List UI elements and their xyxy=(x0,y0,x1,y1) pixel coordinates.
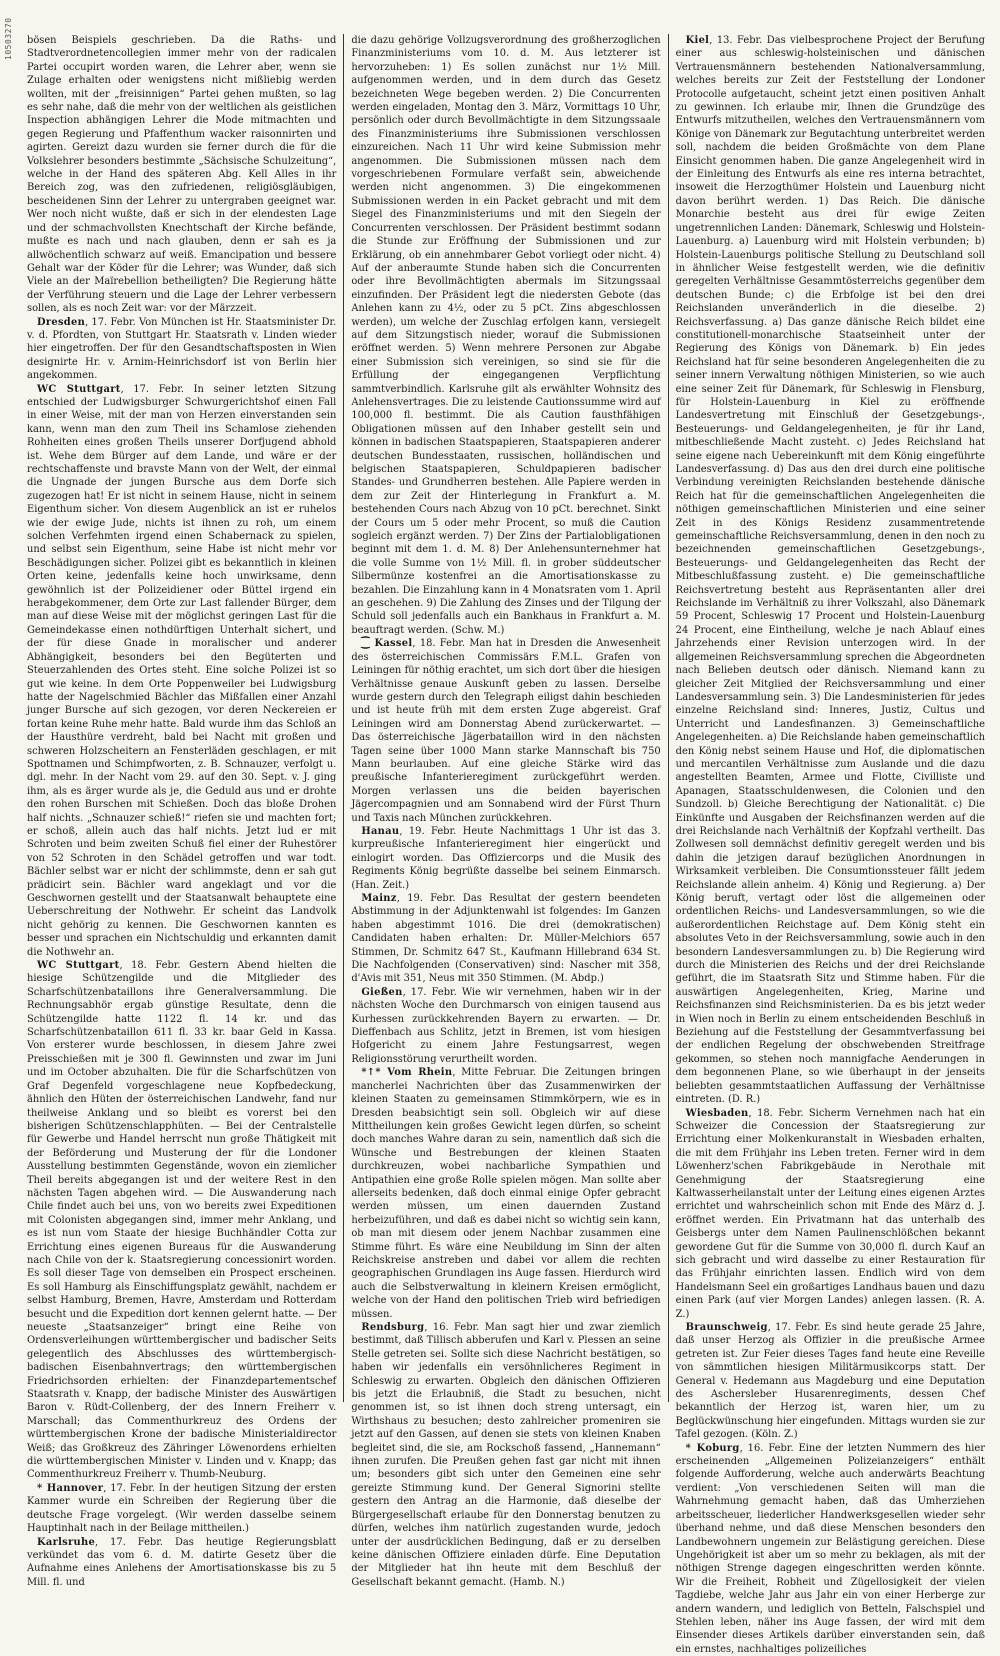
article-text: , Mitte Februar. Die Zeitungen bringen mancherlei Nachrichten über das Zusammenwirken der kleinen Staaten zu gemeinsamen Stimmkörpern, wie es in Dresden beabsichtigt sein soll. Obgleich wir auf diese Mittheilungen kein großes Gewicht legen dürfen, so scheint doch manches Wahre daran zu sein, namentlich daß sich die Wünsche und Bestrebungen der kleinen Staaten durchkreuzen, wobei nachbarliche Sympathien und Antipathien eine große Rolle spielen mögen. Man sollte aber allerseits bedenken, daß doch einmal einige Opfer gebracht werden müssen, um einen dauernden Zustand herbeizuführen, und daß es dabei nicht so wichtig sein kann, ob man mit diesem oder jenem Nachbar zusammen eine Stimme führt. Es wäre eine Neubildung im Sinn der alten Reichskreise anstreben und dabei vor allem die rechten geographischen Grundlagen ins Auge fassen. Hierdurch wird auch die Selbstverwaltung in kleinern Kreisen ermöglicht, welche von der Hand den politischen Trieb wird befriedigen müssen. xyxy=(351,1067,661,1320)
article-paragraph xyxy=(351,1066,660,1321)
article-text: , 18. Febr. Gestern Abend hielten die hiesige Schützengilde und die Mitglieder des Scharfschützenbataillons ihre Generalversammlung. Die Rechnungsabhör ergab günstige Resultate, denn die Schützengilde hatte 1122 fl. 14 kr. und das Scharfschützenbataillon 611 fl. 33 kr. baar Geld in Kassa. Von ersterer wurde beschlossen, in diesem Jahre zwei Preisschießen mit je 300 fl. Gewinnsten und zwar im Juni und im October abzuhalten. Die für die Scharfschützen von Graf Degenfeld vorgeschlagene neue Kopfbedeckung, ähnlich den Hüten der österreichischen Landwehr, fand nur theilweise Anklang und so bleibt es vorerst bei den bisherigen Schützenschlapphüten. — Bei der Centralstelle für Gewerbe und Handel herrscht nun große Thätigkeit mit der Beförderung und Musterung der für die Londoner Ausstellung bestimmten Gegenstände, wovon ein ziemlicher Theil bereits abgegangen ist und der weitere Rest in den nächsten Tagen abgehen wird. — Die Auswanderung nach Chile findet auch bei uns, von wo bereits zwei Expeditionen mit Colonisten abgegangen sind, immer mehr Anklang, und es ist nun vom Staate der hiesige Buchhändler Cotta zur Errichtung eines eigenen Bureaus für die Auswanderung nach Chile von der k. Staatsregierung concessionirt worden. Es soll dieser Tage von demselben ein Prospect erscheinen. Es soll Hamburg als Einschiffungsplatz gewählt, nachdem er selbst Hamburg, Bremen, Havre, Amsterdam und Rotterdam besucht und die Expedition dort kennen gelernt hatte. — Der neueste „Staatsanzeiger“ bringt eine Reihe von Ordensverleihungen württembergischer und badischer Seits gelegentlich des Abschlusses des württembergisch-badischen Eisenbahnvertrags; den württembergischen Friedrichsorden erhielten: der Finanzdepartementschef Staatsrath v. Knapp, der badische Minister des Auswärtigen Baron v. Rüdt-Collenberg, der des Innern Freiherr v. Marschall; das Commenthurkreuz des Ordens der württembergischen Krone der badische Ministerialdirector Weiß; das Großkreuz des Zähringer Löwenordens erhielten die württembergischen Minister v. Linden und v. Knapp; das Commenthurkreuz Freiherr v. Thumb-Neuburg. xyxy=(27,960,337,1481)
article-text: die dazu gehörige Vollzugsverordnung des großherzoglichen Finanzministeriums vom 10. d. M. Aus letzterer ist hervorzuheben: 1) Es sollen zunächst nur 1½ Mill. aufgenommen werden, und in dem durch das Gesetz bezeichneten Wege begeben werden. 2) Die Concurrenten werden eingeladen, Montag den 3. März, Vormittags 10 Uhr, persönlich oder durch Bevollmächtigte in dem Sitzungssaale des Finanzministeriums ihre Submissionen verschlossen einzureichen. Nach 11 Uhr wird keine Submission mehr angenommen. Die Submissionen müssen nach dem vorgeschriebenen Formulare verfaßt sein, abweichende werden nicht angenommen. 3) Die eingekommenen Submissionen werden in ein Packet gebracht und mit dem Siegel des Finanzministeriums und mit den Siegeln der Concurrenten verschlossen. Der Präsident bestimmt sodann die Stunde zur Eröffnung der Submissionen und zur Erklärung, ob ein annehmbarer Gebot vorliegt oder nicht. 4) Auf der anberaumte Stunde haben sich die Concurrenten oder ihre Bevollmächtigten abermals im Sitzungssaal einzufinden. Der Präsident legt die niedersten Gebote (das Anlehen kann zu 4½, oder zu 5 pCt. Zins abgeschlossen werden), um welche der Zuschlag erfolgen kann, versiegelt auf dem Sitzungstisch nieder, worauf die Submissionen eröffnet werden. 5) Wenn mehrere Personen zur Abgabe einer Submission sich vereinigen, so sind sie für die Erfüllung der eingegangenen Verpflichtung sammtverbindlich. Karlsruhe gilt als erwählter Wohnsitz des Anlehensvertrages. Die zu leistende Cautionssumme wird auf 100,000 fl. bestimmt. Die als Caution fausthfähigen Obligationen müssen auf den Inhaber gestellt sein und können in badischen Staatspapieren, Staatspapieren anderer deutschen Bundesstaaten, russischen, holländischen und belgischen Staatspapieren, Schuldpapieren badischer Standes- und Grundherren bestehen. Alle Papiere werden in dem zur Zeit der Hinterlegung in Frankfurt a. M. bestehenden Cours nach Abzug von 10 pCt. berechnet. Sinkt der Cours um 5 oder mehr Procent, so muß die Caution sogleich ergänzt werden. 7) Der Zins der Partialobligationen beginnt mit dem 1. d. M. 8) Der Anlehensunternehmer hat die volle Summe von 1½ Mill. fl. in grober süddeutscher Silbermünze kostenfrei an die Amortisationskasse zu bezahlen. Die Einzahlung kann in 4 Monatsraten vom 1. April an geschehen. 9) Die Zahlung des Zinses und der Tilgung der Schuld soll jedenfalls auch ein Bankhaus in Frankfurt a. M. beauftragt werden. (Schw. M.) xyxy=(351,35,661,636)
column-middle xyxy=(343,34,667,1588)
article-paragraph xyxy=(351,986,660,1066)
article-dateline: Hanau xyxy=(361,825,400,837)
article-paragraph xyxy=(27,383,336,959)
article-text: , 19. Febr. Das Resultat der gestern beendeten Abstimmung in der Adjunktenwahl ist folgendes: Im Ganzen haben abgestimmt 1016. Die drei (demokratischen) Candidaten haben erhalten: Dr. Müller-Melchiors 657 Stimmen, Dr. Schmitz 647 St., Kaufmann Hillebrand 634 St. Die Nachfolgenden (Conservativen) sind: Nascher mit 358, d'Avis mit 351, Neus mit 350 Stimmen. (M. Abdp.) xyxy=(351,893,661,985)
article-text: , 17. Febr. Das heutige Regierungsblatt verkündet das vom 6. d. M. datirte Gesetz über die Aufnahme eines Anlehens der Amortisationskasse bis zu 5 Mill. fl. und xyxy=(27,1536,337,1588)
article-paragraph xyxy=(676,1442,985,1656)
article-text: , 17. Febr. In der heutigen Sitzung der ersten Kammer wurde ein Schreiben der Regierung über die deutsche Frage vorgelegt. (Wir werden dasselbe seinem Hauptinhalt nach in der Beilage mittheilen.) xyxy=(27,1482,337,1535)
article-dateline: WC Stuttgart xyxy=(37,383,121,395)
article-dateline: *↑* Vom Rhein xyxy=(361,1067,453,1079)
article-paragraph xyxy=(351,892,660,986)
article-paragraph xyxy=(351,34,660,637)
article-dateline: Kiel xyxy=(685,35,710,46)
article-paragraph xyxy=(27,34,336,316)
article-text: , 17. Febr. Von München ist Hr. Staatsminister Dr. v. d. Pfordten, von Stuttgart Hr. Staatsrath v. Linden wieder hier eingetroffen. Der für den Gesandtschaftsposten in Wien designirte Hr. v. Arnim-Heinrichsdorf ist von Berlin hier angekommen. xyxy=(27,316,337,382)
article-paragraph xyxy=(27,316,336,383)
article-paragraph xyxy=(351,825,660,892)
article-text: bösen Beispiels geschrieben. Da die Raths- und Stadtverordnetencollegien immer mehr von der radicalen Partei occupirt worden waren, die Lehrer aber, wenn sie Zulage erhalten oder wenigstens nicht mißliebig werden wollten, mit der „freisinnigen“ Partei gehen mußten, so lag es sehr nahe, daß die mehr von der weltlichen als geistlichen Inspection abhängigen Lehrer die Mode mitmachten und gegen Regierung und Pfaffenthum wacker raisonnirten und agirten. Gereizt dazu wurden sie ferner durch die für die Volkslehrer besonders bestimmte „Sächsische Schulzeitung“, welche in der Hand des späteren Abg. Kell Alles in ihr Bereich zog, was den zufriedenen, religiösgläubigen, bescheidenen Sinn der Lehrer zu untergraben geeignet war. Wer noch nicht wußte, daß er sich in der elendesten Lage und der schmachvollsten Knechtschaft der Kirche befände, mußte es nach und nach glauben, denn er sah es ja allwöchentlich schwarz auf weiß. Emancipation und bessere Gehalt war der Köder für die Lehrer; was Wunder, daß sich Viele an der Maïrebellion betheiligten? Die Regierung hätte der Verführung steuern und die Lage der Lehrer verbessern sollen, als es noch Zeit war: vor der Märzzeit. xyxy=(27,35,337,315)
article-text: , 16. Febr. Man sagt hier und zwar ziemlich bestimmt, daß Tillisch abberufen und Karl v. Plessen an seine Stelle getreten sei. Sollte sich diese Nachricht bestätigen, so haben wir jedenfalls ein versöhnlicheres Regiment in Schleswig zu erwarten. Obgleich den dänischen Offizieren bis jetzt die Erlaubniß, die Stadt zu besuchen, nicht genommen ist, so ist ihnen doch streng untersagt, ein Wirthshaus zu besuchen; desto zahlreicher promeniren sie jetzt auf den Gassen, auf denen sie stets von kleinen Knaben begleitet sind, die sie, am Rockschoß fassend, „Hannemann“ ihnen zurufen. Die Preußen gehen fast gar nicht mit ihnen um; besonders gibt sich unter den Gemeinen eine sehr gereizte Stimmung kund. Der General Signorini stellte gestern den Antrag an die Harmonie, daß dieselbe der Bürgergesellschaft erlaube für den Donnerstag benutzen zu dürfen, welches ihm natürlich zugestanden wurde, jedoch unter der ausdrücklichen Bedingung, daß er zu derselben keine dänischen Offiziere einladen dürfe. Eine Deputation der Mitglieder hat ihn heute mit dem Beschluß der Gesellschaft bekannt gemacht. (Hamb. N.) xyxy=(351,1322,661,1588)
newspaper-columns xyxy=(20,34,992,1655)
article-dateline: Gießen xyxy=(361,986,403,998)
article-dateline: Mainz xyxy=(361,893,397,904)
article-paragraph xyxy=(676,1321,985,1442)
article-dateline: ⁐ Kassel xyxy=(361,638,413,650)
article-dateline: Braunschweig xyxy=(685,1322,768,1333)
article-dateline: Rendsburg xyxy=(361,1322,425,1333)
article-paragraph xyxy=(27,1536,336,1590)
page-id: 10503270 xyxy=(4,17,13,60)
article-dateline: WC Stuttgart xyxy=(37,960,120,972)
article-text: , 18. Febr. Sicherm Vernehmen nach hat ein Schweizer die Concession der Staatsregierung zur Errichtung einer Molkenkuranstalt in Wiesbaden erhalten, die mit dem Frühjahr ins Leben treten. Ferner wird in dem Löwenherz'schen Fabrikgebäude in Nerothale mit Genehmigung der Staatsregierung eine Kaltwasserheilanstalt unter der Leitung eines eigenen Arztes errichtet und wahrscheinlich schon mit Ende des März d. J. eröffnet werden. Ein Privatmann hat das unterhalb des Geisbergs unter dem Namen Paulinenschlößchen bekannt gewordene Gut für die Summe von 30,000 fl. durch Kauf an sich gebracht und wird dasselbe zu einer Restauration für das Frühjahr einrichten lassen. Endlich wird von dem Handelsmann Seel ein großartiges Landhaus bauen und dazu einen Park (auf vier Morgen Landes) anlegen lassen. (R. A. Z.) xyxy=(675,1107,985,1320)
article-dateline: Wiesbaden xyxy=(685,1107,749,1119)
article-paragraph xyxy=(27,959,336,1482)
column-right xyxy=(668,34,992,1655)
article-dateline: Karlsruhe xyxy=(37,1536,96,1548)
article-dateline: Dresden xyxy=(37,316,86,328)
article-dateline: * Hannover xyxy=(37,1482,104,1494)
article-text: , 19. Febr. Heute Nachmittags 1 Uhr ist das 3. kurpreußische Infanterieregiment hier eingerückt und einlogirt worden. Das Offiziercorps und die Musik des Regiments König begrüßte dasselbe bei seinem Einmarsch. (Han. Zeit.) xyxy=(351,825,661,891)
article-paragraph xyxy=(676,1107,985,1322)
article-paragraph xyxy=(676,34,985,1107)
article-dateline: * Koburg xyxy=(685,1442,740,1454)
column-left xyxy=(20,34,343,1588)
article-text: , 17. Febr. In seiner letzten Sitzung entschied der Ludwigsburger Schwurgerichtshof einen Fall in einer Weise, mit der man von Herzen einverstanden sein kann, wenn man den zum Theil ins Schamlose ziehenden Rohheiten eines großen Theils unserer Dorfjugend abhold ist. Wehe dem Bürger auf dem Lande, und wäre er der rechtschaffenste und bravste Mann von der Welt, der einmal die Ungnade der jungen Bursche aus dem Dorfe sich zugezogen hat! Er ist nicht in seinem Hause, nicht in seinem Eigenthum sicher. Von diesem Augenblick an ist er ruhelos wie der ewige Jude, nichts ist ihnen zu roh, um einem solchen Verfehmten irgend einen Schabernack zu spielen, und selbst sein Eigenthum, seine Habe ist nicht mehr vor Beschädigungen sicher. Polizei gibt es bekanntlich in kleinen Orten keine, jedenfalls keine hoch unwirksame, denn gewöhnlich ist der Polizeidiener oder Büttel irgend ein herabgekommener, dem Orte zur Last fallender Bürger, dem man auf diese Weise mit der möglichst geringen Last für die Gemeindekasse einen nothdürftigen Unterhalt sichert, und der für diese Gnade in moralischer und anderer Abhängigkeit, besonders bei den Begüterten und Steuerzahlenden des Ortes steht. Eine solche Polizei ist so gut wie keine. In dem Orte Poppenweiler bei Ludwigsburg hatte der Nagelschmied Bächler das Mißfallen einer Anzahl junger Bursche auf sich gezogen, vor deren Neckereien er fortan keine Ruhe mehr hatte. Bald wurde ihm das Schloß an der Hausthüre verdreht, bald bei Nacht mit großen und schweren Holzscheitern an Fensterläden geschlagen, er mit Spottnamen und Schimpfworten, z. B. Schnauzer, verfolgt u. dgl. mehr. In der Nacht vom 29. auf den 30. Sept. v. J. ging ihm, als es ärger wurde als je, die Geduld aus und er drohte den rohen Burschen mit Schießen. Doch das bloße Drohen half nichts. „Schnauzer schieß!“ riefen sie und machten fort; er schoß, allein auch das half nichts. Jetzt lud er mit Schroten und beim zweiten Schuß fiel einer der Ruhestörer von 52 Schroten in den Schädel getroffen und war todt. Bächler selbst war er nicht der schlimmste, denn er sah gut prädicirt sein. Bächler ward angeklagt und vor die Geschwornen gestellt und der Staatsanwalt behauptete eine Ueberschreitung der Nothwehr. Er scheint das Landvolk nicht gehörig zu kennen. Die Geschwornen kannten es besser und sprachen ein Nichtschuldig und erkannten damit die Nothwehr an. xyxy=(27,383,337,958)
article-text: , 17. Febr. Wie wir vernehmen, haben wir in der nächsten Woche den Durchmarsch von einigen tausend aus Kurhessen zurückkehrenden Bayern zu erwarten. — Dr. Dieffenbach aus Schlitz, jetzt in Bremen, ist vom hiesigen Hofgericht zu einem Jahre Festungsarrest, wegen Religionsstörung verurtheilt worden. xyxy=(351,986,661,1065)
article-text: , 17. Febr. Es sind heute gerade 25 Jahre, daß unser Herzog als Offizier in die preußische Armee getreten ist. Zur Feier dieses Tages fand heute eine Reveille von sämmtlichen hiesigen Militärmusikcorps statt. Der General v. Hedemann aus Magdeburg und eine Deputation des Aschersleber Husarenregiments, dessen Chef bekanntlich der Herzog ist, waren hier, um zu Beglückwünschung hier eingefunden. Mittags wurden sie zur Tafel gezogen. (Köln. Z.) xyxy=(675,1322,985,1441)
article-paragraph xyxy=(351,637,660,825)
article-paragraph xyxy=(351,1321,660,1589)
article-paragraph xyxy=(27,1482,336,1536)
article-text: , 13. Febr. Das vielbesprochene Project der Berufung einer aus schleswig-holsteinischen und dänischen Vertrauensmännern bestehenden Nationalversammlung, welches bereits zur Zeit der Feststellung der Londoner Protocolle aufgetaucht, scheint jetzt einen positiven Anhalt zu gewinnen. Ich erlaube mir, Ihnen die Grundzüge des Entwurfs mitzutheilen, welches den Vertrauensmännern vom Könige von Dänemark zur Begutachtung unterbreitet werden soll, nachdem die beiden Großmächte von dem Plane Einsicht genommen haben. Die ganze Angelegenheit wird in der Einleitung des Entwurfs als eine res interna betrachtet, insoweit die Herzogthümer Holstein und Lauenburg nicht davon berührt werden. 1) Das Reich. Die dänische Monarchie besteht aus drei für ewige Zeiten ungetrennlichen Landen: Dänemark, Schleswig und Holstein-Lauenburg. a) Lauenburg wird mit Holstein verbunden; b) Holstein-Lauenburgs politische Stellung zu Deutschland soll in ähnlicher Weise festgestellt werden, wie die definitiv geregelten Verhältnisse Gesammtösterreichs gegenüber dem deutschen Bunde; c) die Erbfolge ist bei den drei Reichslanden unveränderlich in die dieselbe. 2) Reichsverfassung. a) Das ganze dänische Reich bildet eine constitutionell-monarchische Staatseinheit unter der Regierung des Königs von Dänemark. b) Ein jedes Reichsland hat für seine besonderen Angelegenheiten die zu seiner innern Verwaltung nöthigen Ministerien, so wie auch eine seiner Zeit für Dänemark, für Schleswig in Flensburg, für Holstein-Lauenburg in Kiel zu eröffnende Landesvertretung mit Einschluß der Gesetzgebungs-, Besteuerungs- und Geldangelegenheiten, je für ihr Land, mitbeschließende Macht zusteht. c) Jedes Reichsland hat seine eigene nach Uebereinkunft mit dem König eingeführte Landesverfassung. d) Das aus den drei durch eine politische Verbindung vereinigten Reichslanden bestehende dänische Reich hat für die gemeinschaftlichen Angelegenheiten die nöthigen gemeinschaftlichen Ministerien und eine seiner Zeit in des Königs Residenz zusammentretende gemeinschaftliche Reichsversammlung, denen in den noch zu bezeichnenden gemeinschaftlichen Gesetzgebungs-, Besteuerungs- und Geldangelegenheiten das Recht der Mitbeschlußfassung zusteht. e) Die gemeinschaftliche Reichsvertretung besteht aus Repräsentanten aller drei Reichslande im Verhältniß zu ihrer Volkszahl, also Dänemark 59 Procent, Schleswig 17 Procent und Holstein-Lauenburg 24 Procent, eine Eintheilung, welche je nach Ablauf eines Jahrzehends einer Revision unterzogen wird. In der allgemeinen Reichsversammlung sprechen die Abgeordneten nach Belieben deutsch oder dänisch. Niemand kann zu gleicher Zeit Mitglied der Reichsversammlung und einer Landesversammlung sein. 3) Die Landesministerien für jedes einzelne Reichsland sind: Inneres, Justiz, Cultus und Unterricht und Landesfinanzen. 3) Gemeinschaftliche Angelegenheiten. a) Die Reichslande haben gemeinschaftlich den König nebst seinem Hause und Hof, die diplomatischen und mercantilen Verhältnisse zum Auslande und die dazu angestellten Beamten, Armee und Flotte, Civilliste und Apanagen, Staatsschuldenwesen, die Colonien und den Sundzoll. b) Gleiche Berechtigung der Nationalität. c) Die Einkünfte und Ausgaben der Reichsfinanzen werden auf die drei Reichslande nach Verhältniß der Kopfzahl vertheilt. Das Zollwesen soll demnächst definitiv geregelt werden und bis dahin die jetzigen darauf bezüglichen Anordnungen in Wirksamkeit verbleiben. Die Consumtionssteuer fällt jedem Reichslande allein anheim. 4) König und Regierung. a) Der König beruft, vertagt oder löst die allgemeinen oder ordentlichen Reichs- und Landesversammlungen, so wie die außerordentlichen Reichstage auf. Dem König steht ein absolutes Veto in der Reichsversammlung, sowie auch in den besondern Landesversammlungen zu. b) Die Regierung wird durch die Ministerien des Reichs und der drei Reichslande geführt, die im Staatsrath Sitz und Stimme haben. Für die auswärtigen Angelegenheiten, Krieg, Marine und Reichsfinanzen sind Reichsministerien. Da es bis jetzt weder in Wien noch in Berlin zu einem entscheidenden Beschluß in Beziehung auf die Feststellung der Gesammtverfassung bei der endlichen Regelung der obschwebenden Streitfrage gekommen, so stehen noch mannigfache Aenderungen in dem begonnenen Plane, so wie überhaupt in der jenseits beliebten gesammtstaatlichen Auffassung der Verhältnisse eintreten. (D. R.) xyxy=(675,35,985,1106)
article-text: , 18. Febr. Man hat in Dresden die Anwesenheit des österreichischen Commissärs F.M.L. Grafen von Leiningen für nöthig erachtet, um sich dort über die hiesigen Verhältnisse genaue Auskunft geben zu lassen. Derselbe wurde gestern durch den Telegraph eiligst dahin beschieden und ist heute früh mit dem ersten Zuge abgereist. Graf Leiningen wird am Donnerstag Abend zurückerwartet. — Das österreichische Jägerbataillon wird in den nächsten Tagen seine über 1000 Mann starke Mannschaft bis 750 Mann beurlauben. Auf eine gleiche Stärke wird das preußische Infanterieregiment zurückgeführt werden. Morgen verlassen uns die beiden bayerischen Jägercompagnien und am Sonnabend wird der Fürst Thurn und Taxis nach München zurückkehren. xyxy=(351,638,661,824)
article-text: , 16. Febr. Eine der letzten Nummern des hier erscheinenden „Allgemeinen Polizeianzeigers“ enthält folgende Aufforderung, welche auch anderwärts Beachtung verdient: „Von verschiedenen Seiten will man die Wahrnehmung gemacht haben, daß das Umherziehen arbeitsscheuer, liederlicher Handwerksgesellen wieder sehr überhand nehme, und daß diese Menschen besonders den Landbewohnern ungemein zur Belästigung gereichen. Diese Ungehörigkeit ist aber um so mehr zu beklagen, als mit der nöthigen Strenge dagegen eingeschritten werden könnte. Wir die Freiheit, Robheit und Zügellosigkeit der vielen Tagdiebe, welche Jahr aus Jahr ein von einer Herberge zur andern wandern, und lediglich von Betteln, Falschspiel und Stehlen leben, näher ins Auge fassen, der wird mit dem Einsender dieses Artikels darüber einverstanden sein, daß ein ernstes, nachhaltiges polizeiliches xyxy=(675,1442,985,1655)
